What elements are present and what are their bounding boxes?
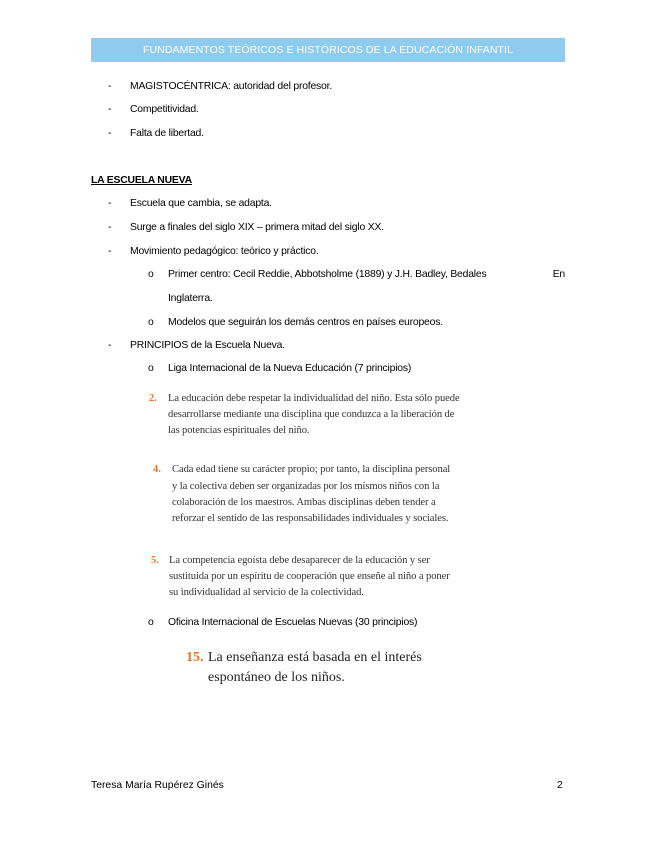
principle-number: 2. [149, 393, 157, 404]
sub-list-continuation: Inglaterra. [168, 293, 213, 304]
list-dash: - [108, 128, 112, 139]
page-header: FUNDAMENTOS TEÓRICOS E HISTÓRICOS DE LA EDUCACIÓN INFANTIL [91, 38, 565, 62]
sub-list-text: Primer centro: Cecil Reddie, Abbotsholme (1889) y J.H. Badley, Bedales [168, 269, 487, 280]
sub-bullet: o [148, 363, 154, 374]
principle-number: 15. [186, 650, 204, 665]
principle-text-line: desarrollarse mediante una disciplina que conduzca a la liberación de [168, 409, 455, 420]
sub-list-item: Modelos que seguirán los demás centros en países europeos. [168, 317, 443, 328]
sub-bullet: o [148, 317, 154, 328]
principle-text-line: La enseñanza está basada en el interés [208, 650, 422, 665]
principle-text-line: reforzar el sentido de las responsabilidades individuales y sociales. [172, 513, 449, 524]
principle-text-line: La competencia egoísta debe desaparecer de la educación y ser [169, 555, 430, 566]
list-item: Competitividad. [130, 104, 199, 115]
list-item: Falta de libertad. [130, 128, 204, 139]
list-dash: - [108, 246, 112, 257]
principle-text-line: colaboración de los maestros. Ambas disciplinas deben tender a [172, 497, 436, 508]
list-dash: - [108, 340, 112, 351]
principle-number: 5. [151, 555, 159, 566]
sub-list-text-end: En [552, 269, 565, 280]
sub-list-item [168, 269, 565, 280]
list-dash: - [108, 81, 112, 92]
principle-text-line: y la colectiva deben ser organizadas por los mismos niños con la [172, 481, 440, 492]
list-item: Movimiento pedagógico: teórico y práctico. [130, 246, 319, 257]
principle-text-line: su individualidad al servicio de la colectividad. [169, 587, 364, 598]
sub-bullet: o [148, 269, 154, 280]
sub-list-item: Oficina Internacional de Escuelas Nuevas (30 principios) [168, 617, 418, 628]
list-item: MAGISTOCÉNTRICA: autoridad del profesor. [130, 81, 333, 92]
principle-number: 4. [153, 464, 161, 475]
principle-text-line: espontáneo de los niños. [208, 670, 345, 685]
principle-text-line: las potencias espirituales del niño. [168, 425, 310, 436]
list-item: Surge a finales del siglo XIX – primera mitad del siglo XX. [130, 222, 384, 233]
section-heading: LA ESCUELA NUEVA [91, 175, 192, 186]
list-dash: - [108, 222, 112, 233]
sub-bullet: o [148, 617, 154, 628]
sub-list-item: Liga Internacional de la Nueva Educación (7 principios) [168, 363, 412, 374]
list-dash: - [108, 104, 112, 115]
principle-text-line: sustituida por un espíritu de cooperación que enseñe al niño a poner [169, 571, 450, 582]
footer-author: Teresa María Rupérez Ginés [91, 780, 224, 791]
list-item: PRINCIPIOS de la Escuela Nueva. [130, 340, 285, 351]
list-dash: - [108, 198, 112, 209]
list-item: Escuela que cambia, se adapta. [130, 198, 272, 209]
principle-text-line: La educación debe respetar la individualidad del niño. Esta sólo puede [168, 393, 460, 404]
page-number: 2 [557, 780, 563, 791]
principle-text-line: Cada edad tiene su carácter propio; por tanto, la disciplina personal [172, 464, 451, 475]
